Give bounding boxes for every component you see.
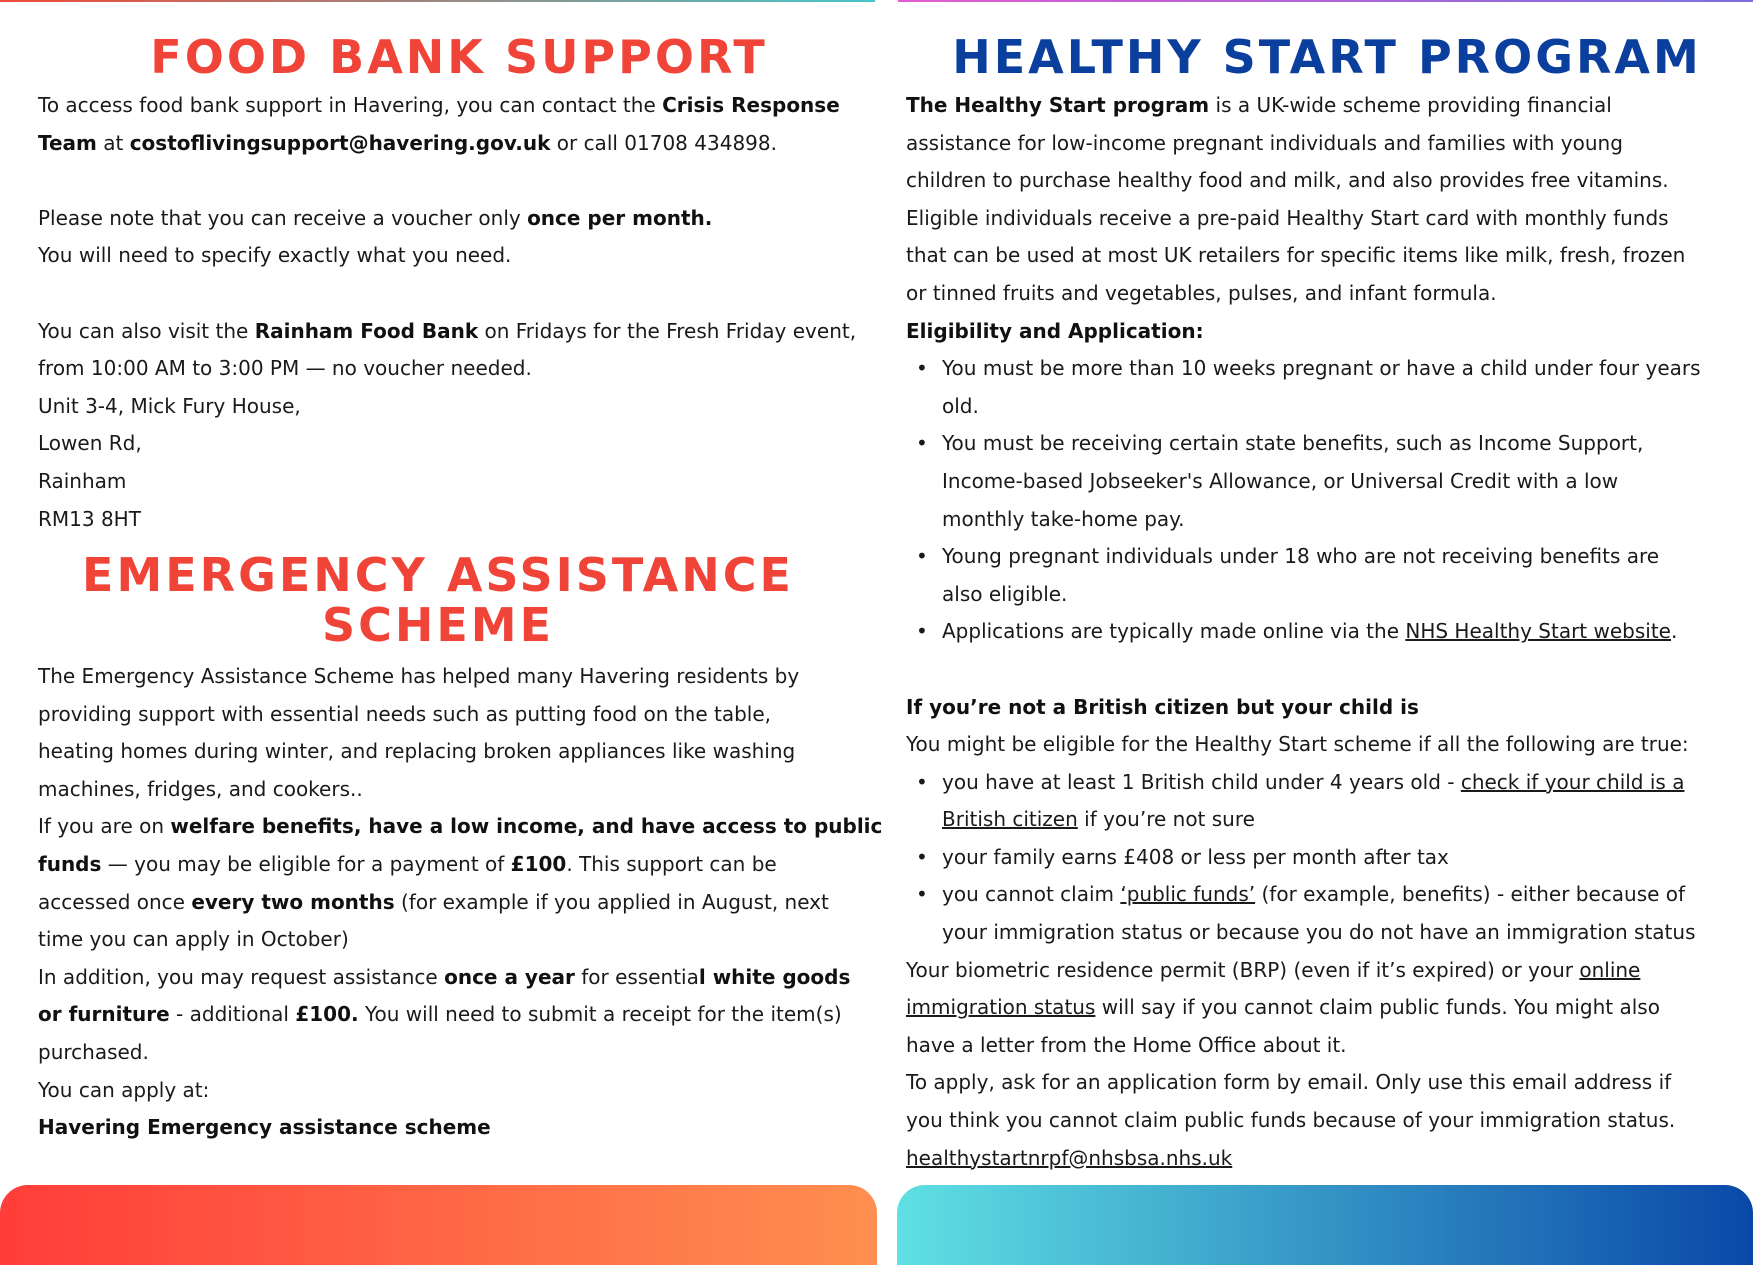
address-line: Lowen Rd, [38, 431, 142, 456]
citizen-list [906, 764, 1701, 952]
check-citizen-link[interactable]: check if your child is a [1460, 769, 1685, 794]
public-funds-link[interactable]: ‘public funds’ [1120, 882, 1256, 907]
apply-line: To apply, ask for an application form by email. Only use this email address if [906, 1070, 1672, 1095]
brp-line: immigration status will say if you cannot claim public funds. You might also [906, 995, 1660, 1020]
address-line: Unit 3-4, Mick Fury House, [38, 393, 301, 418]
emergency-line: The Emergency Assistance Scheme has helped many Havering residents by [38, 664, 800, 688]
food-bank-line-1: To access food bank support in Havering, you can contact the Crisis Response [38, 93, 840, 117]
emergency-line: time you can apply in October) [38, 927, 349, 952]
email-link[interactable]: healthystartnrpf@nhsbsa.nhs.uk [906, 1145, 1233, 1170]
brp-line: have a letter from the Home Office about it. [906, 1032, 1347, 1057]
rainham-line-2: from 10:00 AM to 3:00 PM — no voucher needed. [38, 356, 532, 381]
hs-line: Eligible individuals receive a pre-paid Healthy Start card with monthly funds [906, 205, 1669, 230]
citizen-heading: If you’re not a British citizen but your child is [906, 694, 1419, 719]
online-immigration-link[interactable]: online [1579, 957, 1641, 982]
online-immigration-link[interactable]: immigration status [906, 995, 1096, 1020]
voucher-line-2: You will need to specify exactly what you need. [38, 243, 512, 268]
list-item: • You must be more than 10 weeks pregnant or have a child under four years old. [906, 350, 1701, 425]
hs-line: or tinned fruits and vegetables, pulses, and infant formula. [906, 280, 1497, 305]
list-item: • you cannot claim ‘public funds’ (for example, benefits) - either because of your immigration status or because you do not have an immigration status [906, 876, 1701, 951]
emergency-line: You can apply at: [38, 1077, 210, 1102]
rainham-line-1: You can also visit the Rainham Food Bank on Fridays for the Fresh Friday event, [38, 318, 857, 343]
emergency-line: funds — you may be eligible for a payment of £100. This support can be [38, 851, 777, 876]
emergency-line: machines, fridges, and cookers.. [38, 776, 363, 801]
voucher-line-1: Please note that you can receive a voucher only once per month. [38, 205, 713, 230]
healthy-start-body [906, 87, 1701, 1177]
list-item: • you have at least 1 British child under 4 years old - check if your child is a British citizen if you’re not sure [906, 764, 1701, 839]
emergency-line: purchased. [38, 1039, 149, 1064]
food-bank-line-2: Team at costoflivingsupport@havering.gov.uk or call 01708 434898. [38, 130, 777, 155]
left-footer-bar [0, 1185, 877, 1265]
nhs-healthy-start-link[interactable]: NHS Healthy Start website [1405, 619, 1671, 644]
address-line: RM13 8HT [38, 506, 141, 531]
emergency-body [38, 658, 882, 1147]
address-line: Rainham [38, 468, 127, 493]
list-item: • your family earns £408 or less per month after tax [906, 839, 1701, 877]
hs-line: that can be used at most UK retailers for specific items like milk, fresh, frozen [906, 243, 1686, 268]
emergency-line: heating homes during winter, and replacing broken appliances like washing [38, 739, 796, 764]
food-bank-title: FOOD BANK SUPPORT [150, 30, 768, 84]
emergency-line: providing support with essential needs such as putting food on the table, [38, 701, 771, 726]
list-item: • Applications are typically made online via the NHS Healthy Start website. [906, 613, 1701, 651]
list-item: • Young pregnant individuals under 18 who are not receiving benefits are also eligible. [906, 538, 1701, 613]
food-bank-body [38, 87, 856, 538]
emergency-title-line-1: EMERGENCY ASSISTANCE [82, 548, 794, 602]
brp-line: Your biometric residence permit (BRP) (even if it’s expired) or your online [906, 957, 1641, 982]
right-top-rule [898, 0, 1753, 2]
right-footer-bar [897, 1185, 1753, 1265]
citizen-intro: You might be eligible for the Healthy Start scheme if all the following are true: [906, 732, 1689, 757]
left-top-rule [0, 0, 875, 2]
emergency-line: In addition, you may request assistance once a year for essential white goods [38, 964, 851, 989]
emergency-title-line-2: SCHEME [321, 598, 554, 652]
check-citizen-link[interactable]: British citizen [942, 807, 1078, 832]
food-bank-email[interactable]: costoflivingsupport@havering.gov.uk [129, 130, 551, 155]
apply-line: you think you cannot claim public funds because of your immigration status. [906, 1108, 1676, 1133]
hs-line: children to purchase healthy food and milk, and also provides free vitamins. [906, 168, 1669, 193]
hs-line: The Healthy Start program is a UK-wide scheme providing financial [906, 93, 1612, 117]
emergency-line: or furniture - additional £100. You will need to submit a receipt for the item(s) [38, 1002, 842, 1027]
healthy-start-title: HEALTHY START PROGRAM [952, 30, 1702, 84]
eligibility-list [906, 350, 1701, 651]
emergency-line: If you are on welfare benefits, have a low income, and have access to public [38, 814, 883, 839]
eligibility-heading: Eligibility and Application: [906, 318, 1204, 343]
emergency-line: accessed once every two months (for example if you applied in August, next [38, 889, 829, 914]
hs-line: assistance for low-income pregnant individuals and families with young [906, 130, 1623, 155]
list-item: • You must be receiving certain state benefits, such as Income Support, Income-based Jobseeker's Allowance, or Universal Credit with a low monthly take-home pay. [906, 425, 1701, 538]
emergency-apply-link[interactable]: Havering Emergency assistance scheme [38, 1115, 491, 1140]
